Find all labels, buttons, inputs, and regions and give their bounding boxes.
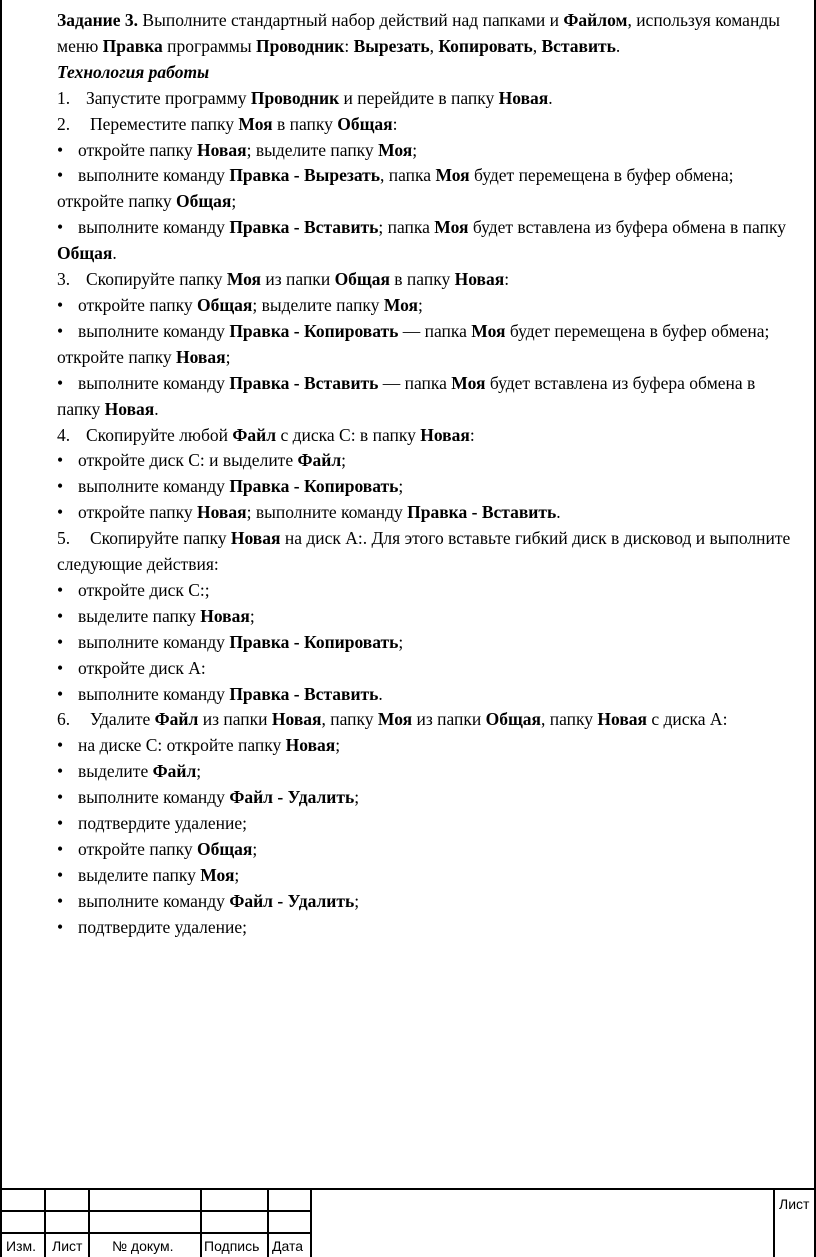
list-item: • выделите папку Новая; <box>57 605 255 626</box>
list-item: • выполните команду Правка - Копировать; <box>57 631 404 652</box>
list-item: • выполните команду Правка - Вырезать, папка Моя будет перемещена в буфер обмена; откройте папку Общая; <box>57 165 734 212</box>
list-item: • откройте диск С:; <box>57 579 210 600</box>
stamp-divider <box>44 1190 46 1257</box>
title-block-stamp <box>2 1188 814 1257</box>
list-item: • выполните команду Правка - Копировать; <box>57 476 404 497</box>
step-3: 3. Скопируйте папку Моя из папки Общая в папку Новая: <box>57 269 510 290</box>
list-item: • выполните команду Правка - Вставить; папка Моя будет вставлена из буфера обмена в папку Общая. <box>57 217 786 264</box>
list-item: • откройте папку Общая; <box>57 839 258 859</box>
list-item: • откройте диск С: и выделите Файл; <box>57 450 347 471</box>
stamp-divider <box>310 1190 312 1257</box>
list-item: • откройте папку Общая; выделите папку Моя; <box>57 294 423 315</box>
stamp-divider <box>267 1190 269 1257</box>
task-intro: Задание 3. Выполните стандартный набор действий над папками и Файлом, используя команды меню Правка программы Проводник: Вырезать, Копировать, Вставить. <box>57 10 780 56</box>
step-5: 5. Скопируйте папку Новая на диск А:. Для этого вставьте гибкий диск в дисковод и выполните следующие действия: <box>57 528 791 575</box>
stamp-label-doc: № докум. <box>112 1238 174 1254</box>
list-item: • выполните команду Правка - Копировать — папка Моя будет перемещена в буфер обмена; откройте папку Новая; <box>57 320 770 367</box>
list-item: • выполните команду Правка - Вставить — папка Моя будет вставлена из буфера обмена в папку Новая. <box>57 372 756 419</box>
stamp-divider <box>773 1190 775 1257</box>
stamp-label-izm: Изм. <box>6 1238 36 1254</box>
list-item: • выделите папку Моя; <box>57 864 240 885</box>
stamp-divider <box>88 1190 90 1257</box>
step-6: 6. Удалите Файл из папки Новая, папку Моя из папки Общая, папку Новая с диска А: <box>57 709 728 730</box>
stamp-label-sign: Подпись <box>204 1238 260 1254</box>
tech-heading: Технология работы <box>57 61 210 82</box>
list-item: • выделите Файл; <box>57 761 202 782</box>
list-item: • выполните команду Файл - Удалить; <box>57 890 360 911</box>
list-item: • на диске С: откройте папку Новая; <box>57 735 341 756</box>
step-4: 4. Скопируйте любой Файл с диска С: в папку Новая: <box>57 424 475 445</box>
stamp-label-date: Дата <box>272 1238 304 1254</box>
stamp-label-list: Лист <box>52 1238 83 1254</box>
list-item: • подтвердите удаление; <box>57 916 248 937</box>
document-body <box>57 8 797 941</box>
list-item: • подтвердите удаление; <box>57 813 248 834</box>
stamp-divider <box>200 1190 202 1257</box>
step-2: 2. Переместите папку Моя в папку Общая: <box>57 113 398 134</box>
list-item: • откройте диск А: <box>57 657 206 678</box>
stamp-row-line <box>2 1232 312 1234</box>
stamp-label-sheet: Лист <box>779 1196 810 1212</box>
list-item: • откройте папку Новая; выполните команду Правка - Вставить. <box>57 502 561 523</box>
stamp-row-line <box>2 1210 312 1212</box>
step-1: 1. Запустите программу Проводник и перейдите в папку Новая. <box>57 87 553 108</box>
list-item: • выполните команду Файл - Удалить; <box>57 787 360 808</box>
list-item: • откройте папку Новая; выделите папку Моя; <box>57 139 418 160</box>
list-item: • выполните команду Правка - Вставить. <box>57 683 383 704</box>
